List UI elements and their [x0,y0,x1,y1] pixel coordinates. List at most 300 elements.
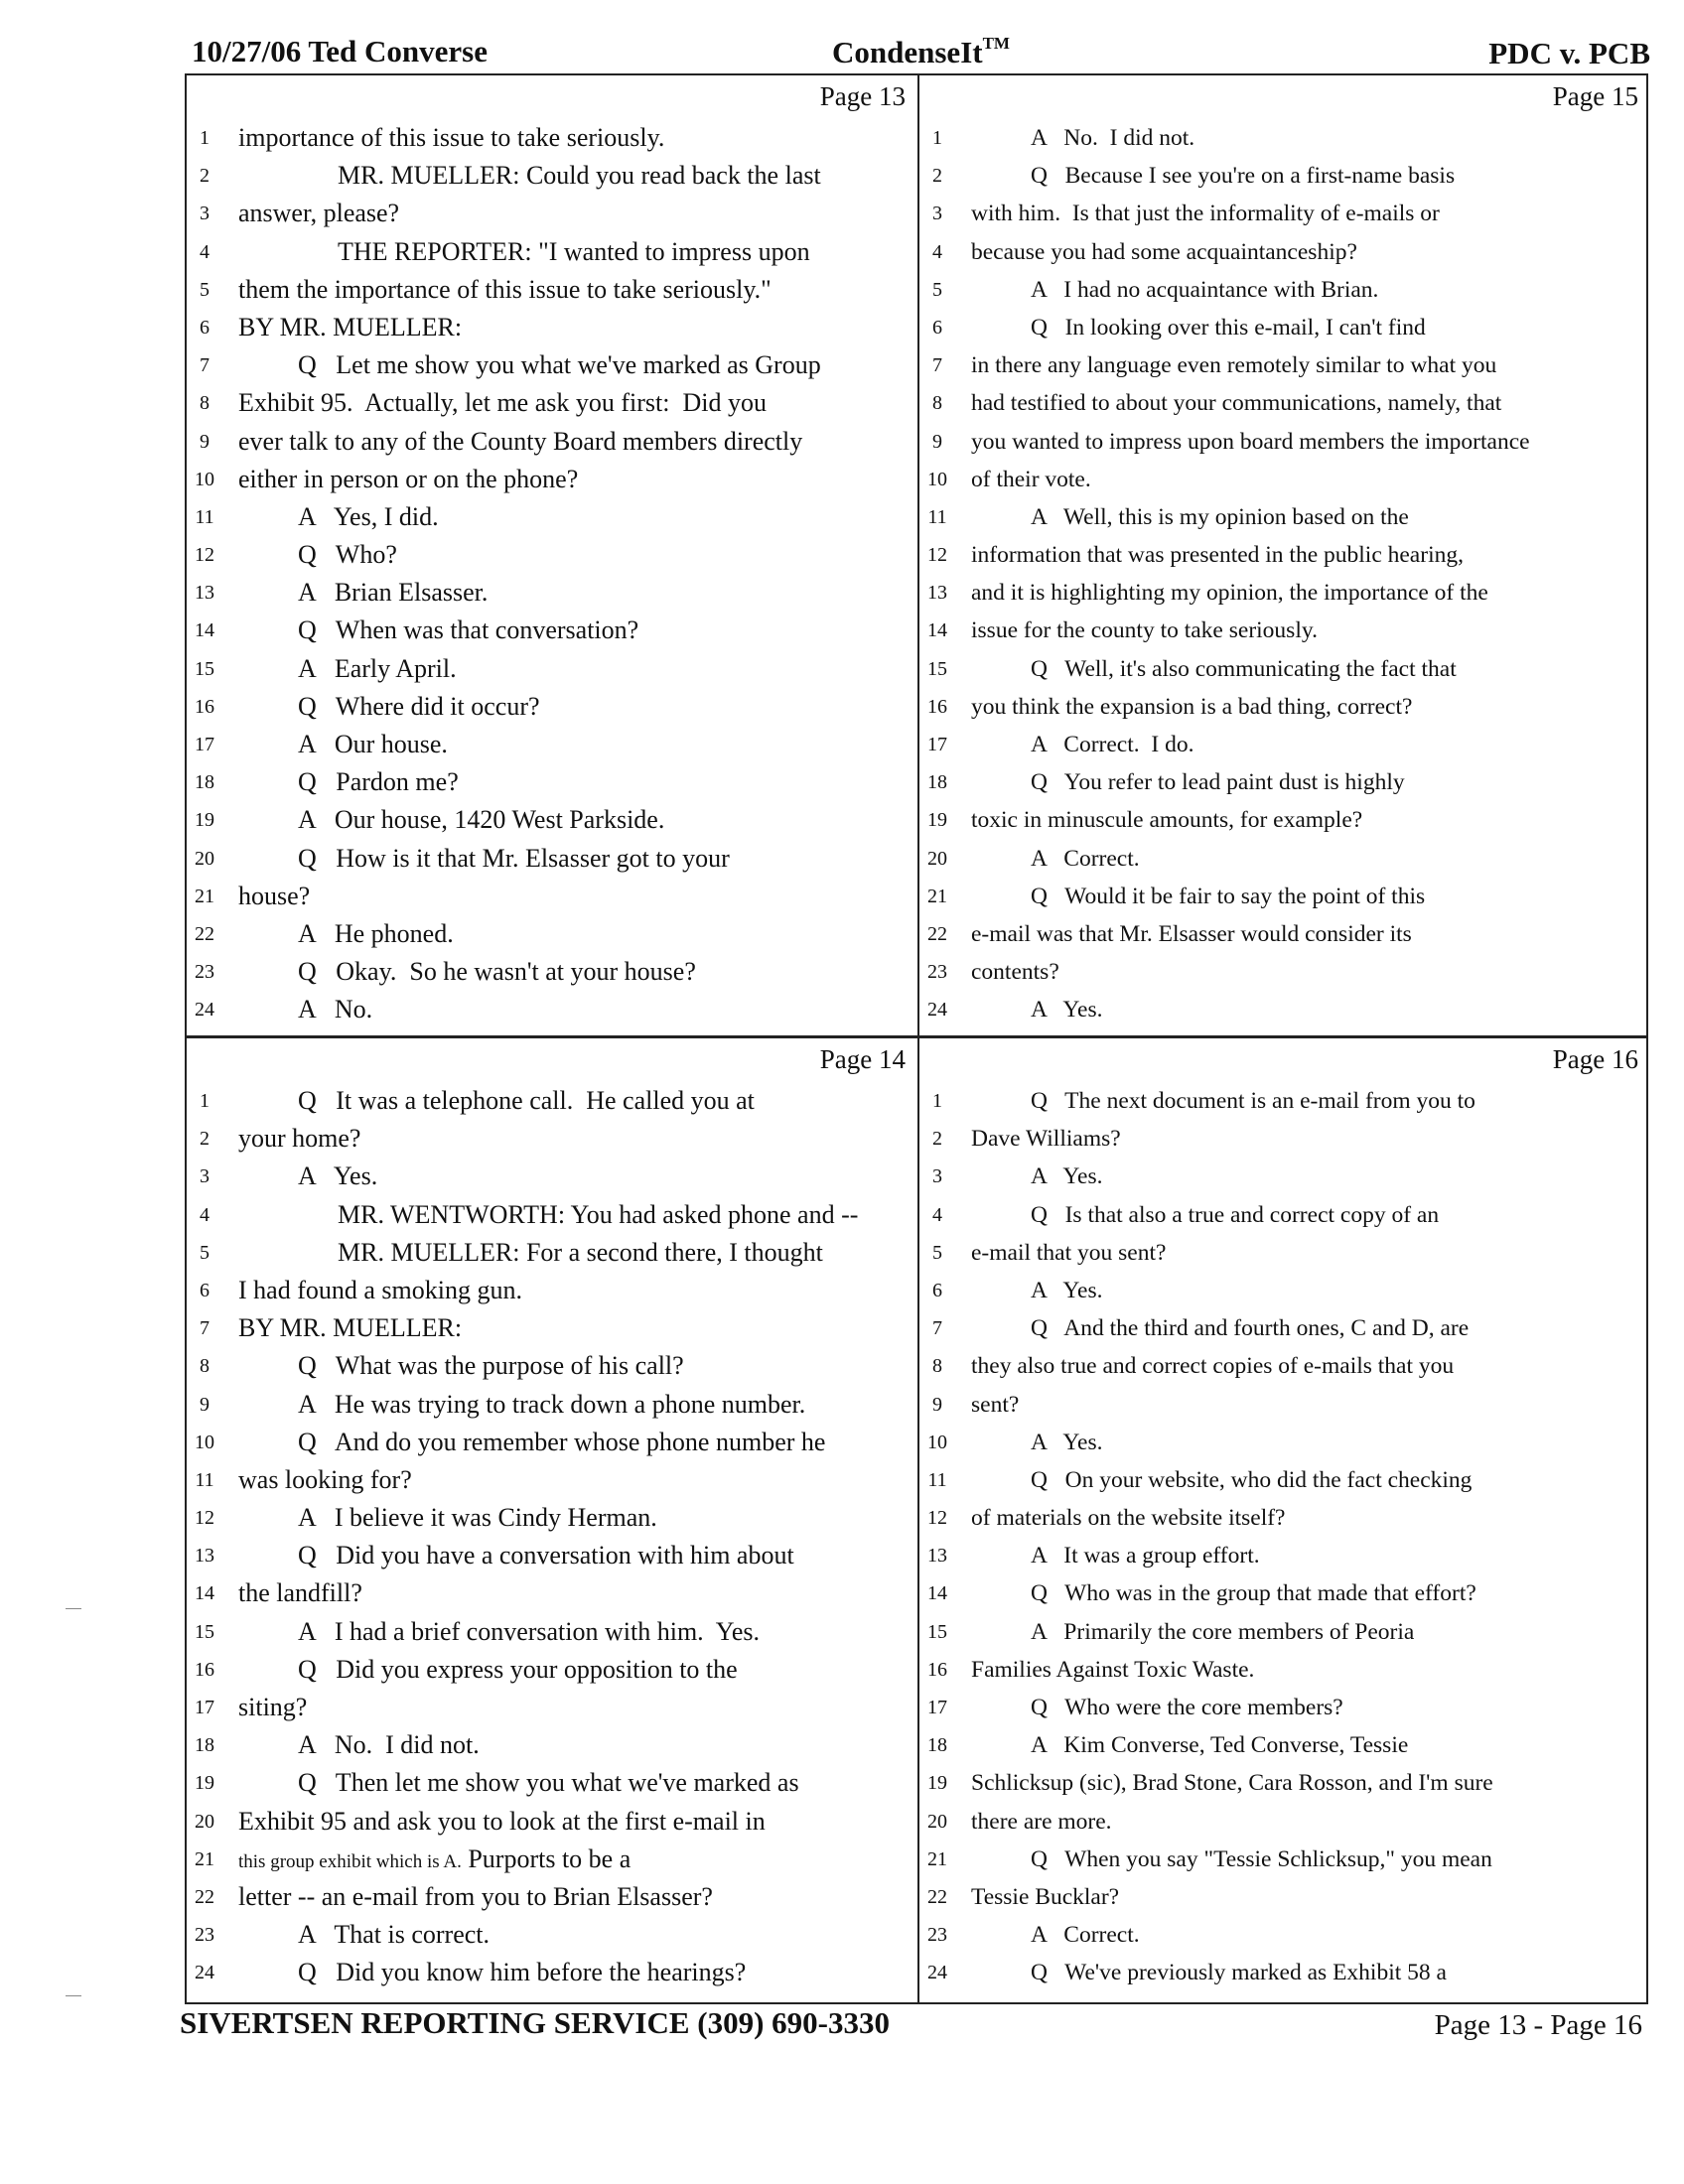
line-text: BY MR. MUELLER: [238,312,463,341]
transcript-line [919,195,1650,232]
line-number: 9 [932,1393,942,1416]
line-number: 11 [927,505,947,528]
page-16-panel [919,1038,1650,2001]
transcript-line [187,233,917,271]
transcript-line [919,384,1650,422]
line-text: MR. WENTWORTH: You had asked phone and -- [338,1199,859,1229]
transcript-lines [187,1082,917,1992]
line-text: siting? [238,1693,308,1721]
transcript-line [187,498,917,536]
line-text: Q Did you know him before the hearings? [298,1958,747,1987]
line-number: 15 [927,657,947,680]
line-number: 10 [195,468,214,490]
transcript-line [919,1120,1650,1158]
line-number: 2 [200,1128,210,1151]
line-text: information that was presented in the public hearing, [971,542,1464,569]
transcript-line [919,1574,1650,1612]
transcript-line [187,1803,917,1841]
line-text: Q It was a telephone call. He called you at [298,1086,755,1115]
line-number: 21 [927,885,947,907]
line-text: Q Pardon me? [298,767,459,797]
line-text: e-mail was that Mr. Elsasser would consider its [971,920,1412,947]
transcript-line [919,1841,1650,1878]
line-number: 2 [932,1128,942,1151]
line-text: BY MR. MUELLER: [238,1313,463,1343]
line-text: Q You refer to lead paint dust is highly [1031,769,1405,796]
transcript-line [187,726,917,763]
line-number: 17 [927,1697,947,1718]
transcript-line [919,1386,1650,1424]
transcript-line [919,878,1650,915]
line-text: A No. I did not. [298,1730,480,1760]
line-text: A Yes. [1031,997,1103,1024]
line-text: A I had a brief conversation with him. Yes. [298,1616,761,1646]
transcript-line [919,726,1650,763]
line-number: 14 [195,619,214,642]
line-text: either in person or on the phone? [238,464,579,493]
transcript-line [187,1234,917,1272]
line-number: 11 [927,1468,947,1491]
transcript-line [919,157,1650,195]
transcript-line [919,1689,1650,1726]
line-number: 21 [927,1847,947,1870]
transcript-line [919,119,1650,157]
line-number: 11 [195,1468,214,1491]
transcript-line [187,1537,917,1574]
transcript-line [187,991,917,1028]
transcript-line [919,1651,1650,1689]
transcript-line [187,650,917,688]
line-text: I had found a smoking gun. [238,1275,522,1304]
transcript-line [919,1726,1650,1764]
line-text: toxic in minuscule amounts, for example? [971,807,1363,834]
transcript-line [919,650,1650,688]
transcript-line [187,1726,917,1764]
margin-tick [66,1608,81,1609]
transcript-line [919,1272,1650,1309]
line-text: Q When you say "Tessie Schlicksup," you mean [1031,1845,1492,1872]
line-number: 19 [195,1772,214,1795]
line-number: 24 [927,1962,947,1984]
line-text: A Yes. [298,1161,378,1191]
line-number: 22 [927,1885,947,1908]
line-text: letter -- an e-mail from you to Brian Elsasser? [238,1881,713,1911]
line-number: 22 [927,922,947,945]
line-text: A Primarily the core members of Peoria [1031,1618,1415,1645]
line-text: e-mail that you sent? [971,1239,1167,1266]
transcript-line [187,1878,917,1916]
page-14-panel [187,1038,917,2001]
line-number: 13 [927,582,947,605]
line-text: Q When was that conversation? [298,615,639,645]
line-text: THE REPORTER: "I wanted to impress upon [338,236,810,266]
line-number: 2 [200,165,210,188]
transcript-line [919,688,1650,726]
transcript-line [919,915,1650,953]
page-label: Page 14 [819,1044,906,1074]
transcript-line [187,1613,917,1651]
transcript-line [919,233,1650,271]
line-text: A He was trying to track down a phone number. [298,1389,806,1419]
line-number: 16 [927,695,947,718]
line-text: A No. [298,995,373,1024]
line-text: A That is correct. [298,1920,491,1950]
transcript-line [919,574,1650,612]
line-text: Q Did you express your opposition to the [298,1654,738,1684]
line-text: Q Then let me show you what we've marked as [298,1768,799,1798]
line-number: 8 [200,392,210,415]
transcript-line [919,1537,1650,1574]
line-text: house? [238,881,311,910]
line-text: sent? [971,1391,1020,1418]
transcript-line [919,1461,1650,1499]
line-number: 14 [195,1582,214,1605]
transcript-line [187,119,917,157]
line-number: 10 [927,468,947,490]
transcript-line [919,1916,1650,1954]
line-number: 13 [195,582,214,605]
line-text: and it is highlighting my opinion, the importance of the [971,580,1488,607]
page-13-panel [187,75,917,1038]
transcript-line [187,1386,917,1424]
transcript-line [187,1158,917,1195]
transcript-line [187,1196,917,1234]
line-number: 24 [195,999,214,1022]
small-print-text: this group exhibit which is A. [238,1850,462,1872]
line-text: because you had some acquaintanceship? [971,238,1357,265]
transcript-line [919,1347,1650,1385]
transcript-line [187,1082,917,1120]
line-text: Q What was the purpose of his call? [298,1351,684,1381]
transcript-lines [919,119,1650,1029]
line-text: was looking for? [238,1464,412,1494]
header-case-name: PDC v. PCB [1488,36,1650,70]
line-number: 22 [195,922,214,945]
line-number: 5 [932,278,942,301]
transcript-line [919,801,1650,839]
transcript-line [919,991,1650,1028]
line-number: 14 [927,619,947,642]
line-number: 21 [195,1847,214,1870]
line-number: 6 [200,316,210,339]
line-text: Exhibit 95. Actually, let me ask you first: Did you [238,388,767,418]
line-number: 15 [195,657,214,680]
transcript-line [919,1499,1650,1537]
transcript-line [187,1574,917,1612]
line-number: 20 [195,847,214,870]
transcript-line [187,309,917,346]
line-text: Exhibit 95 and ask you to look at the first e-mail in [238,1806,766,1836]
transcript-line [919,1309,1650,1347]
page-label: Page 16 [1552,1044,1638,1074]
transcript-line [187,461,917,498]
transcript-line [187,271,917,309]
line-number: 4 [932,1203,942,1226]
line-number: 23 [195,1924,214,1947]
line-text: Q Who was in the group that made that effort? [1031,1580,1476,1607]
transcript-line [187,1764,917,1802]
transcript-line [919,498,1650,536]
transcript-lines [919,1082,1650,1992]
line-number: 5 [932,1241,942,1264]
line-number: 7 [932,1317,942,1340]
line-number: 8 [932,392,942,415]
line-number: 23 [927,961,947,984]
line-number: 12 [927,544,947,567]
transcript-line [187,195,917,232]
page-label: Page 13 [819,81,906,111]
transcript-line [187,157,917,195]
line-text: MR. MUELLER: Could you read back the last [338,161,821,191]
transcript-line [919,271,1650,309]
line-number: 18 [195,1734,214,1757]
line-text: Dave Williams? [971,1126,1121,1153]
transcript-line [919,461,1650,498]
line-text: your home? [238,1124,361,1154]
line-number: 17 [195,734,214,755]
line-number: 3 [932,1165,942,1188]
line-number: 20 [195,1810,214,1833]
header-product-name: CondenseIt™ [832,34,1010,69]
transcript-line [919,1082,1650,1120]
line-number: 24 [195,1962,214,1984]
transcript-line [187,1954,917,1991]
line-text-rest: Purports to be a [461,1843,632,1873]
transcript-line [187,1461,917,1499]
line-text: Q Well, it's also communicating the fact that [1031,655,1457,682]
line-number: 1 [932,127,942,149]
line-number: 18 [195,771,214,794]
transcript-line [187,878,917,915]
line-number: 9 [200,430,210,453]
transcript-line [919,1803,1650,1841]
transcript-line [187,953,917,991]
transcript-line [919,840,1650,878]
trademark-mark: TM [982,34,1010,53]
line-number: 23 [195,961,214,984]
line-number: 6 [932,316,942,339]
line-text: A It was a group effort. [1031,1543,1260,1570]
line-number: 24 [927,999,947,1022]
transcript-line [187,346,917,384]
line-number: 6 [932,1279,942,1301]
line-number: 16 [195,1658,214,1681]
line-number: 14 [927,1582,947,1605]
line-text: ever talk to any of the County Board members directly [238,426,803,456]
transcript-line [919,1424,1650,1461]
line-number: 11 [195,505,214,528]
line-text: Q And do you remember whose phone number he [298,1427,826,1456]
transcript-line [187,1120,917,1158]
transcript-line [187,384,917,422]
line-number: 17 [195,1697,214,1718]
line-text: Tessie Bucklar? [971,1883,1120,1910]
line-number: 10 [195,1431,214,1453]
line-number: 19 [927,1772,947,1795]
line-number: 12 [195,1507,214,1530]
line-text: they also true and correct copies of e-mails that you [971,1353,1455,1380]
line-number: 15 [195,1620,214,1643]
page-15-panel [919,75,1650,1038]
line-text: Schlicksup (sic), Brad Stone, Cara Rosson, and I'm sure [971,1770,1493,1797]
line-text: of materials on the website itself? [971,1505,1286,1532]
transcript-line [187,1651,917,1689]
transcript-line [187,915,917,953]
line-text: A Yes. [1031,1163,1103,1190]
line-number: 20 [927,1810,947,1833]
line-text: Q How is it that Mr. Elsasser got to your [298,843,730,873]
line-number: 22 [195,1885,214,1908]
transcript-line [187,1916,917,1954]
line-number: 4 [200,240,210,263]
line-text: answer, please? [238,199,400,228]
line-text: Q We've previously marked as Exhibit 58 a [1031,1960,1447,1986]
line-number: 20 [927,847,947,870]
line-number: 7 [932,354,942,377]
line-number: 2 [932,165,942,188]
transcript-line [919,1234,1650,1272]
line-text: Q On your website, who did the fact checking [1031,1466,1473,1493]
line-text: A Our house, 1420 West Parkside. [298,805,665,835]
line-text: Families Against Toxic Waste. [971,1656,1255,1683]
line-text: Q Let me show you what we've marked as Group [298,350,821,380]
footer-page-range: Page 13 - Page 16 [1434,2009,1642,2041]
transcript-line [919,309,1650,346]
line-number: 8 [932,1355,942,1378]
line-text: you think the expansion is a bad thing, correct? [971,693,1413,720]
line-text: Q Because I see you're on a first-name basis [1031,163,1456,190]
line-number: 12 [927,1507,947,1530]
line-text: in there any language even remotely similar to what you [971,352,1497,379]
line-text: A Our house. [298,730,448,758]
transcript-line [919,1878,1650,1916]
line-number: 16 [195,695,214,718]
line-number: 5 [200,1241,210,1264]
line-text: Q Is that also a true and correct copy of an [1031,1201,1440,1228]
line-text: A Early April. [298,653,457,683]
margin-tick [66,1995,81,1996]
line-number: 4 [200,1203,210,1226]
line-number: 15 [927,1620,947,1643]
line-text: A Correct. [1031,1922,1140,1949]
transcript-line [919,1764,1650,1802]
line-number: 18 [927,771,947,794]
line-text: the landfill? [238,1578,362,1608]
line-text: A No. I did not. [1031,125,1195,151]
line-text: Q Did you have a conversation with him about [298,1541,794,1570]
line-number: 4 [932,240,942,263]
line-number: 5 [200,278,210,301]
line-text: MR. MUELLER: For a second there, I thought [338,1237,823,1267]
line-text: them the importance of this issue to take seriously." [238,274,772,304]
line-number: 1 [200,127,210,149]
line-text: A Yes, I did. [298,501,439,531]
line-text: had testified to about your communications, namely, that [971,390,1502,417]
line-text: A Correct. [1031,845,1140,872]
line-text: of their vote. [971,466,1091,492]
transcript-line [187,1499,917,1537]
line-number: 3 [932,203,942,225]
line-text: A I believe it was Cindy Herman. [298,1503,657,1533]
line-number: 3 [200,203,210,225]
transcript-line [187,1689,917,1726]
line-number: 9 [932,430,942,453]
transcript-line [919,346,1650,384]
transcript-line [919,763,1650,801]
line-number: 13 [195,1545,214,1568]
line-text: Q And the third and fourth ones, C and D, are [1031,1315,1470,1342]
transcript-line [187,801,917,839]
page-label: Page 15 [1552,81,1638,111]
transcript-line [919,612,1650,649]
transcript-grid [185,73,1648,2004]
line-text: contents? [971,959,1059,986]
transcript-line [919,1196,1650,1234]
line-number: 19 [927,809,947,832]
transcript-line [187,423,917,461]
line-number: 10 [927,1431,947,1453]
line-text: Q In looking over this e-mail, I can't find [1031,314,1426,341]
transcript-line [919,953,1650,991]
transcript-line [187,1347,917,1385]
line-text: with him. Is that just the informality of e-mails or [971,201,1440,227]
line-text: A He phoned. [298,918,454,948]
transcript-line [187,1272,917,1309]
transcript-line [187,536,917,574]
line-text: Q Would it be fair to say the point of this [1031,883,1426,909]
line-text: you wanted to impress upon board members the importance [971,428,1530,455]
transcript-line [187,574,917,612]
line-number: 1 [932,1090,942,1112]
line-number: 9 [200,1393,210,1416]
line-number: 12 [195,544,214,567]
line-text [238,1841,631,1881]
line-text: Q The next document is an e-mail from you to [1031,1088,1475,1114]
line-text: A Brian Elsasser. [298,578,489,608]
line-number: 17 [927,734,947,755]
line-number: 7 [200,1317,210,1340]
line-number: 19 [195,809,214,832]
transcript-line [187,840,917,878]
line-number: 18 [927,1734,947,1757]
transcript-lines [187,119,917,1029]
line-text: there are more. [971,1808,1112,1835]
line-text: Q Who? [298,540,397,570]
transcript-line [919,1158,1650,1195]
line-text: A Well, this is my opinion based on the [1031,503,1409,530]
transcript-line [187,1424,917,1461]
transcript-line [919,1613,1650,1651]
line-number: 7 [200,354,210,377]
transcript-line [187,612,917,649]
line-text: Q Who were the core members? [1031,1695,1343,1720]
transcript-line [187,688,917,726]
transcript-line [187,1309,917,1347]
footer-reporting-service: SIVERTSEN REPORTING SERVICE (309) 690-3330 [180,2005,890,2040]
line-number: 1 [200,1090,210,1112]
line-number: 8 [200,1355,210,1378]
line-text: Q Where did it occur? [298,691,540,721]
line-number: 3 [200,1165,210,1188]
transcript-line [919,423,1650,461]
transcript-line [187,763,917,801]
line-text: issue for the county to take seriously. [971,617,1318,644]
line-text: importance of this issue to take seriously. [238,123,665,152]
transcript-line [919,1954,1650,1991]
line-text: A I had no acquaintance with Brian. [1031,276,1379,303]
line-number: 6 [200,1279,210,1301]
line-text: Q Okay. So he wasn't at your house? [298,957,696,987]
